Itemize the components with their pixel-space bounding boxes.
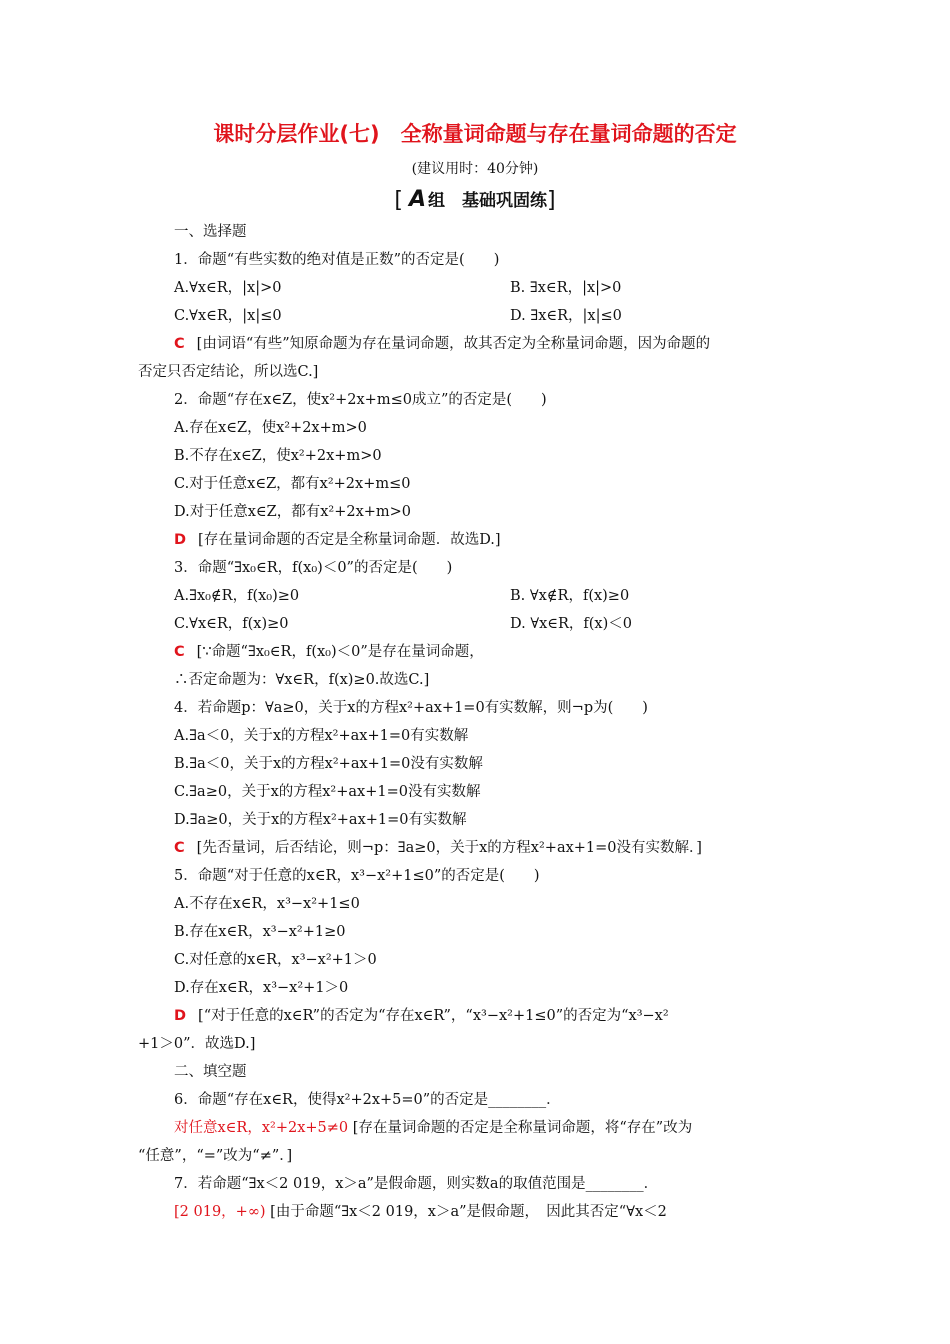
question-2-option-c: C.对于任意x∈Z，都有x²+2x+m≤0 [174,476,411,492]
question-3-explanation-line2: ∴否定命题为：∀x∈R，f(x)≥0.故选C.] [174,672,430,688]
question-4-explanation-line1: [先否量词，后否结论，则¬p：∃a≥0，关于x的方程x²+ax+1=0没有实数解．] [196,840,702,856]
section-fill: 二、填空题 [174,1064,247,1080]
page-title: 课时分层作业(七) 全称量词命题与存在量词命题的否定 [213,122,737,146]
group-bracket-right: ] [547,188,556,213]
question-6-answer: 对任意x∈R，x²+2x+5≠0 [174,1120,349,1136]
question-3-explanation [138,638,818,666]
question-7-stem: 7．若命题“∃x＜2 019，x＞a”是假命题，则实数a的取值范围是________． [174,1176,659,1192]
question-1-answer: C [174,336,185,352]
question-5-option-b: B.存在x∈R，x³−x²+1≥0 [174,924,346,940]
question-3-option-d: D. ∀x∈R，f(x)＜0 [510,616,632,632]
group-heading [0,186,950,212]
question-2-stem: 2．命题“存在x∈Z，使x²+2x+m≤0成立”的否定是( ) [174,392,547,408]
question-5-stem: 5．命题“对于任意的x∈R，x³−x²+1≤0”的否定是( ) [174,868,540,884]
question-7-explanation-line1: [由于命题“∃x＜2 019，x＞a”是假命题， 因此其否定“∀x＜2 [270,1204,667,1220]
question-4-option-d: D.∃a≥0，关于x的方程x²+ax+1=0有实数解 [174,812,467,828]
question-3-stem: 3．命题“∃x₀∈R，f(x₀)＜0”的否定是( ) [174,560,453,576]
question-4-stem: 4．若命题p：∀a≥0，关于x的方程x²+ax+1=0有实数解，则¬p为( ) [174,700,648,716]
question-5-explanation-line2: +1＞0”．故选D.] [138,1036,256,1052]
question-4-option-b: B.∃a＜0，关于x的方程x²+ax+1=0没有实数解 [174,756,483,772]
question-1-explanation [138,330,818,358]
suggested-time: (建议用时：40分钟) [411,161,539,177]
question-3-explanation-line1: [∵命题“∃x₀∈R，f(x₀)＜0”是存在量词命题， [196,644,484,660]
question-1-options-cd [138,302,818,330]
question-3-option-c: C.∀x∈R，f(x)≥0 [174,616,289,632]
question-1-explanation-line1: [由词语“有些”知原命题为存在量词命题，故其否定为全称量词命题，因为命题的 [196,336,711,352]
question-4-answer: C [174,840,185,856]
group-bracket-left: [ [394,188,403,213]
question-3-option-b: B. ∀x∉R，f(x)≥0 [510,588,630,604]
question-4-option-c: C.∃a≥0，关于x的方程x²+ax+1=0没有实数解 [174,784,481,800]
question-7-answer: [2 019，+∞) [174,1204,266,1220]
section-choice: 一、选择题 [174,224,247,240]
question-4-option-a: A.∃a＜0，关于x的方程x²+ax+1=0有实数解 [174,728,469,744]
question-2-option-b: B.不存在x∈Z，使x²+2x+m>0 [174,448,382,464]
question-3-option-a: A.∃x₀∉R，f(x₀)≥0 [174,588,300,604]
question-6-explanation-line2: “任意”，“=”改为“≠”．] [138,1148,293,1164]
question-1-stem: 1．命题“有些实数的绝对值是正数”的否定是( ) [174,252,500,268]
question-6-stem: 6．命题“存在x∈R，使得x²+2x+5=0”的否定是________． [174,1092,561,1108]
question-1-options-ab [138,274,818,302]
group-letter: A [408,187,427,212]
question-5-option-a: A.不存在x∈R，x³−x²+1≤0 [174,896,360,912]
question-1-option-a: A.∀x∈R，|x|>0 [174,280,282,296]
question-1-option-b: B. ∃x∈R，|x|>0 [510,280,622,296]
question-5-option-d: D.存在x∈R，x³−x²+1＞0 [174,980,349,996]
question-3-answer: C [174,644,185,660]
question-1-option-c: C.∀x∈R，|x|≤0 [174,308,282,324]
group-label: 组 基础巩固练 [428,191,548,211]
question-2-option-d: D.对于任意x∈Z，都有x²+2x+m>0 [174,504,412,520]
question-5-answer: D [174,1008,187,1024]
question-2-explanation-line1: [存在量词命题的否定是全称量词命题．故选D.] [198,532,501,548]
question-5-explanation-line1: [“对于任意的x∈R”的否定为“存在x∈R”，“x³−x²+1≤0”的否定为“x³−x² [198,1008,669,1024]
question-4-explanation [138,834,818,862]
question-5-explanation [138,1002,818,1030]
question-5-option-c: C.对任意的x∈R，x³−x²+1＞0 [174,952,377,968]
question-3-options-ab [138,582,818,610]
question-6-explanation [138,1114,818,1142]
question-1-explanation-line2: 否定只否定结论，所以选C.] [138,364,319,380]
question-2-explanation [138,526,818,554]
question-6-explanation-line1: [存在量词命题的否定是全称量词命题，将“存在”改为 [352,1120,693,1136]
question-7-explanation [138,1198,818,1226]
question-3-options-cd [138,610,818,638]
question-list [138,218,818,1226]
question-1-option-d: D. ∃x∈R，|x|≤0 [510,308,622,324]
question-2-answer: D [174,532,187,548]
question-2-option-a: A.存在x∈Z，使x²+2x+m>0 [174,420,367,436]
